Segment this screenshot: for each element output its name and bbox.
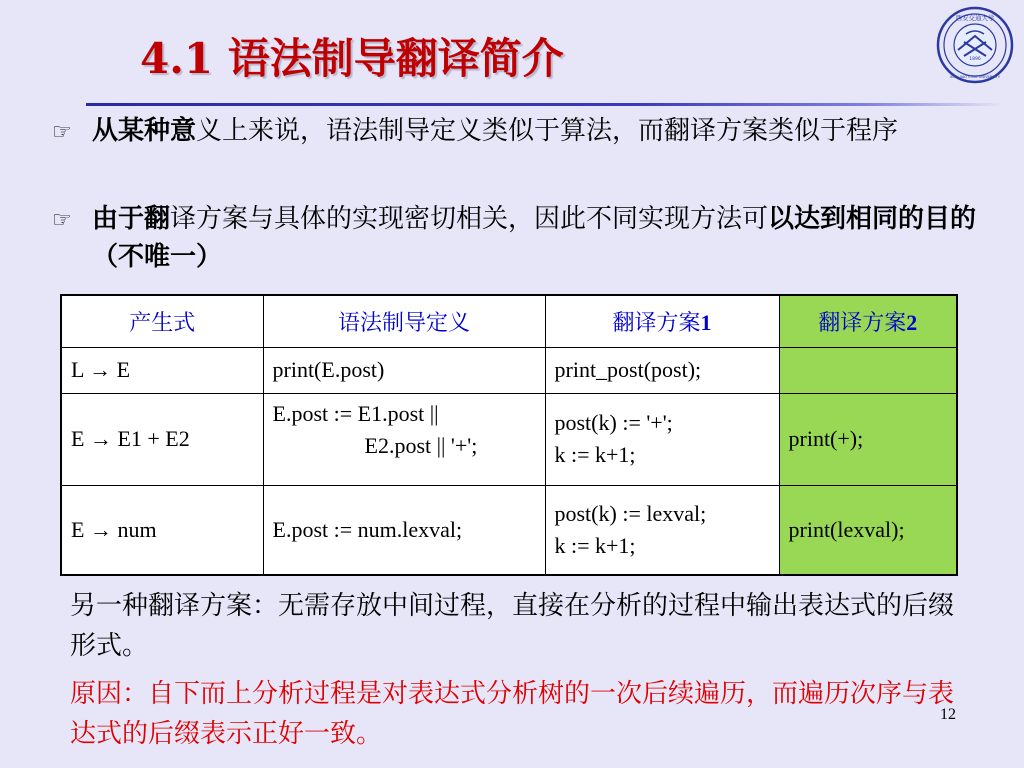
header-scheme-2: 翻译方案2 [779, 295, 957, 347]
table-row [61, 393, 957, 485]
bullet-1-text: 义上来说，语法制导定义类似于算法，而翻译方案类似于程序 [196, 116, 899, 146]
scheme2-cell [779, 347, 957, 393]
scheme1-cell: post(k) := lexval; k := k+1; [545, 485, 779, 575]
bullet-2-bold: 由于翻 [92, 204, 171, 234]
table-header-row [61, 295, 957, 347]
slide-title: 4.1 语法制导翻译简介 [140, 34, 564, 83]
scheme1-cell: post(k) := '+'; k := k+1; [545, 393, 779, 485]
table-row [61, 347, 957, 393]
definition-cell: E.post := E1.post || E2.post || '+'; [263, 393, 545, 485]
production-cell: E → E1 + E2 [61, 393, 263, 485]
production-cell: L → E [61, 347, 263, 393]
title-divider [86, 103, 1004, 106]
page-number: 12 [940, 706, 956, 723]
translation-table [60, 294, 958, 576]
header-production: 产生式 [61, 295, 263, 347]
bullet-2-bold-end: 以达到相同的目的（不唯一） [92, 204, 977, 272]
definition-cell: print(E.post) [263, 347, 545, 393]
table-row [61, 485, 957, 575]
pointing-hand-icon: ☞ [52, 208, 72, 233]
header-scheme-1: 翻译方案1 [545, 295, 779, 347]
bullet-2-text: 译方案与具体的实现密切相关，因此不同实现方法可 [170, 204, 769, 234]
scheme1-cell: print_post(post); [545, 347, 779, 393]
production-cell: E → num [61, 485, 263, 575]
scheme2-cell: print(+); [779, 393, 957, 485]
bullet-1-bold: 从某种意 [92, 116, 197, 146]
seal-text-bottom: XIAN JIAOTONG UNIVERSITY [949, 75, 1001, 79]
definition-cell: E.post := num.lexval; [263, 485, 545, 575]
reason-note: 原因：自下而上分析过程是对表达式分析树的一次后续遍历，而遍历次序与表达式的后缀表示正好一致。 [70, 679, 955, 749]
header-definition: 语法制导定义 [263, 295, 545, 347]
pointing-hand-icon: ☞ [52, 120, 72, 145]
seal-text-top: 西安交通大学 [955, 14, 995, 22]
university-seal-icon [936, 6, 1014, 84]
seal-year: 1896 [969, 57, 981, 62]
alternative-note: 另一种翻译方案：无需存放中间过程，直接在分析的过程中输出表达式的后缀形式。 [70, 591, 955, 661]
bullet-algorithm-analogy [52, 112, 982, 150]
scheme2-cell: print(lexval); [779, 485, 957, 575]
bullet-implementation [52, 200, 982, 276]
